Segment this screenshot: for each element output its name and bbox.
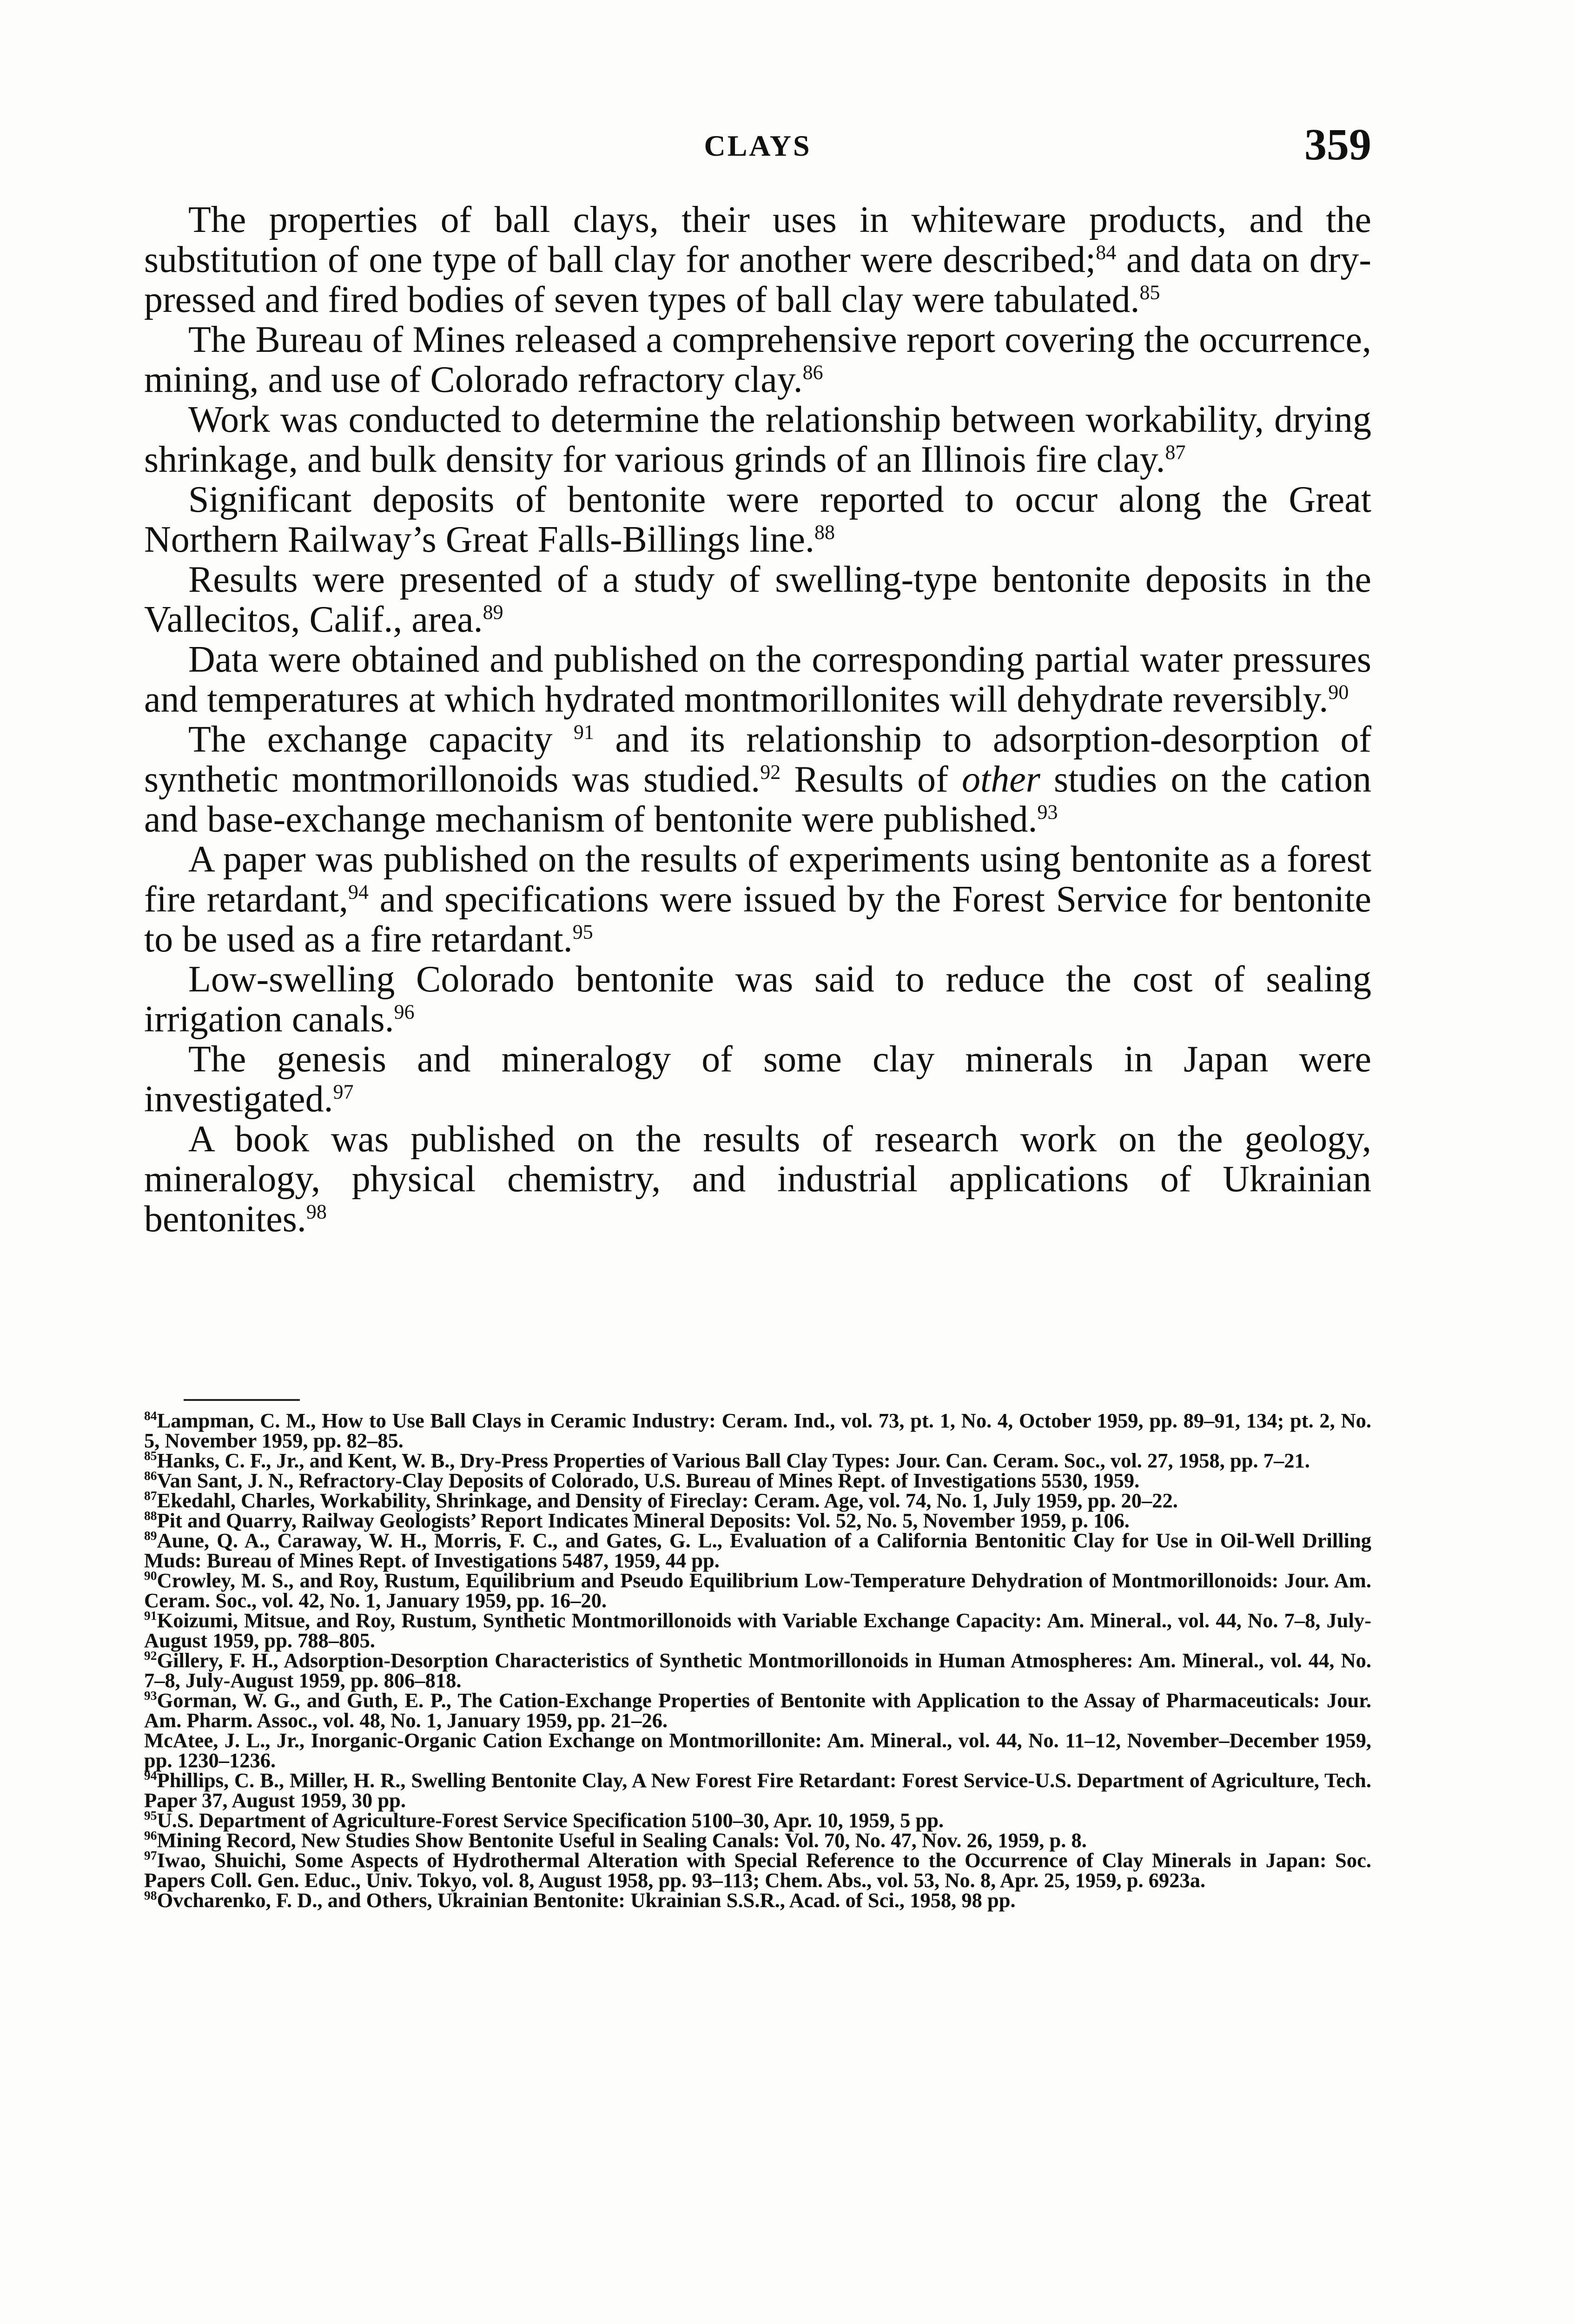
footnote-reference: 85 bbox=[1139, 281, 1160, 304]
footnote bbox=[144, 1810, 1371, 1830]
footnote-number: 96 bbox=[144, 1828, 157, 1843]
footnote bbox=[144, 1468, 1371, 1492]
footnote bbox=[144, 1890, 1371, 1910]
footnote-number: 89 bbox=[144, 1528, 157, 1543]
footnote bbox=[144, 1488, 1371, 1512]
footnote-text: Ekedahl, Charles, Workability, Shrinkage, and Density of Fireclay: Ceram. Age, vol. 74, No. 1, July 1959, pp. 20–22. bbox=[157, 1489, 1178, 1512]
paragraph-text: Work was conducted to determine the relationship between workability, drying shrinkage, and bulk density for various grinds of an Illinois fire clay. bbox=[144, 399, 1371, 480]
footnote-number: 94 bbox=[144, 1768, 157, 1783]
footnote-number: 95 bbox=[144, 1808, 157, 1823]
footnote-number: 86 bbox=[144, 1468, 157, 1483]
footnote-divider bbox=[184, 1399, 300, 1401]
footnote bbox=[144, 1690, 1371, 1730]
body-paragraph bbox=[144, 720, 1371, 839]
body-paragraph bbox=[144, 959, 1371, 1039]
footnote-number: 90 bbox=[144, 1568, 157, 1583]
footnote bbox=[144, 1408, 1371, 1452]
footnote-reference: 97 bbox=[333, 1080, 354, 1103]
section-title: CLAYS bbox=[704, 129, 812, 162]
footnote-text: Ovcharenko, F. D., and Others, Ukrainian Bentonite: Ukrainian S.S.R., Acad. of Sci., 1958, 98 pp. bbox=[157, 1888, 1016, 1912]
paragraph-text: The exchange capacity bbox=[188, 719, 574, 760]
footnote-reference: 92 bbox=[760, 760, 781, 784]
footnote-reference: 87 bbox=[1165, 441, 1186, 464]
footnote-number: 84 bbox=[144, 1408, 157, 1423]
footnote bbox=[144, 1770, 1371, 1810]
running-head bbox=[144, 119, 1371, 174]
footnote-text: McAtee, J. L., Jr., Inorganic-Organic Cation Exchange on Montmorillonite: Am. Mineral., vol. 44, No. 11–12, November–December 1959, pp. 1230–1236. bbox=[144, 1729, 1371, 1772]
footnote bbox=[144, 1648, 1371, 1692]
body-paragraph bbox=[144, 640, 1371, 720]
footnote-reference: 86 bbox=[802, 361, 823, 384]
footnote-reference: 98 bbox=[306, 1200, 327, 1223]
footnote-text: Pit and Quarry, Railway Geologists’ Report Indicates Mineral Deposits: Vol. 52, No. 5, November 1959, p. 106. bbox=[157, 1509, 1130, 1532]
paragraph-text: and specifications were issued by the Forest Service for bentonite to be used as a fire retardant. bbox=[144, 879, 1372, 960]
paragraph-text: Results of bbox=[780, 759, 962, 800]
footnote-reference: 91 bbox=[574, 720, 595, 744]
footnote bbox=[144, 1830, 1371, 1850]
footnote-text: Hanks, C. F., Jr., and Kent, W. B., Dry-Press Properties of Various Ball Clay Types: Jour. Can. Ceram. Soc., vol. 27, 1958, pp. 7–21. bbox=[157, 1449, 1310, 1472]
footnote-number: 98 bbox=[144, 1888, 157, 1903]
footnote bbox=[144, 1608, 1371, 1652]
paragraph-text: Results were presented of a study of swelling-type bentonite deposits in the Vallecitos, Calif., area. bbox=[144, 559, 1371, 640]
paragraph-text: and data on dry-pressed and fired bodies of seven types of ball clay were tabulated. bbox=[144, 239, 1372, 320]
footnote-number: 93 bbox=[144, 1688, 157, 1703]
footnote-text: Crowley, M. S., and Roy, Rustum, Equilibrium and Pseudo Equilibrium Low-Temperature Dehydration of Montmorillonoids: Jour. Am. Ceram. Soc., vol. 42, No. 1, January 1959, pp. 16–20. bbox=[144, 1569, 1371, 1612]
body-text bbox=[144, 200, 1371, 1239]
footnote bbox=[144, 1730, 1371, 1770]
footnote-reference: 88 bbox=[814, 521, 835, 544]
paragraph-text: A paper was published on the results of experiments using bentonite as a forest fire retardant, bbox=[144, 839, 1371, 920]
footnote-number: 85 bbox=[144, 1448, 157, 1463]
footnote-text: Lampman, C. M., How to Use Ball Clays in Ceramic Industry: Ceram. Ind., vol. 73, pt. 1, No. 4, October 1959, pp. 89–91, 134; pt. 2, No. 5, November 1959, pp. 82–85. bbox=[144, 1409, 1371, 1452]
footnote-reference: 94 bbox=[348, 880, 369, 904]
paragraph-text: Data were obtained and published on the corresponding partial water pressures and temperatures at which hydrated montmorillonites will dehydrate reversibly. bbox=[144, 639, 1371, 720]
footnote bbox=[144, 1508, 1371, 1532]
footnote-reference: 96 bbox=[394, 1000, 415, 1023]
italic-text: other bbox=[962, 759, 1040, 800]
paragraph-text: The genesis and mineralogy of some clay minerals in Japan were investigated. bbox=[144, 1039, 1371, 1120]
footnote bbox=[144, 1850, 1371, 1890]
footnote-text: Van Sant, J. N., Refractory-Clay Deposits of Colorado, U.S. Bureau of Mines Rept. of Investigations 5530, 1959. bbox=[157, 1469, 1140, 1492]
paragraph-text: Significant deposits of bentonite were reported to occur along the Great Northern Railway’s Great Falls-Billings line. bbox=[144, 479, 1371, 560]
body-paragraph bbox=[144, 320, 1371, 400]
paragraph-text: The Bureau of Mines released a comprehensive report covering the occurrence, mining, and use of Colorado refractory clay. bbox=[144, 319, 1371, 400]
footnote bbox=[144, 1568, 1371, 1612]
paragraph-text: and its relationship to adsorption-desorption of synthetic montmorillonoids was studied. bbox=[144, 719, 1372, 800]
paragraph-text: The properties of ball clays, their uses in whiteware products, and the substitution of one type of ball clay for another were described; bbox=[144, 199, 1371, 280]
body-paragraph bbox=[144, 400, 1371, 480]
footnote-text: Gorman, W. G., and Guth, E. P., The Cation-Exchange Properties of Bentonite with Application to the Assay of Pharmaceuticals: Jour. Am. Pharm. Assoc., vol. 48, No. 1, January 1959, pp. 21–26. bbox=[144, 1689, 1371, 1732]
body-paragraph bbox=[144, 1119, 1371, 1239]
body-paragraph bbox=[144, 1039, 1371, 1119]
body-paragraph bbox=[144, 839, 1371, 959]
footnote-reference: 93 bbox=[1037, 800, 1058, 824]
footnote-number: 87 bbox=[144, 1488, 157, 1503]
footnote-text: U.S. Department of Agriculture-Forest Service Specification 5100–30, Apr. 10, 1959, 5 pp. bbox=[157, 1809, 944, 1832]
footnote-reference: 95 bbox=[572, 920, 593, 944]
footnote-reference: 89 bbox=[483, 601, 503, 624]
footnote bbox=[144, 1528, 1371, 1572]
footnotes bbox=[144, 1408, 1371, 1912]
footnote-number: 88 bbox=[144, 1508, 157, 1523]
body-paragraph bbox=[144, 560, 1371, 640]
page-number: 359 bbox=[1304, 119, 1371, 169]
footnote-reference: 90 bbox=[1328, 680, 1349, 704]
footnote-number: 92 bbox=[144, 1648, 157, 1663]
footnote-text: Mining Record, New Studies Show Bentonite Useful in Sealing Canals: Vol. 70, No. 47, Nov. 26, 1959, p. 8. bbox=[157, 1829, 1087, 1852]
paragraph-text: A book was published on the results of research work on the geology, mineralogy, physical chemistry, and industrial applications of Ukrainian bentonites. bbox=[144, 1119, 1371, 1240]
footnote-text: Koizumi, Mitsue, and Roy, Rustum, Synthetic Montmorillonoids with Variable Exchange Capacity: Am. Mineral., vol. 44, No. 7–8, July-August 1959, pp. 788–805. bbox=[144, 1609, 1371, 1652]
footnote-text: Aune, Q. A., Caraway, W. H., Morris, F. C., and Gates, G. L., Evaluation of a California Bentonitic Clay for Use in Oil-Well Drilling Muds: Bureau of Mines Rept. of Investigations 5487, 1959, 44 pp. bbox=[144, 1529, 1371, 1572]
footnote-number: 91 bbox=[144, 1608, 157, 1623]
body-paragraph bbox=[144, 480, 1371, 560]
footnote bbox=[144, 1448, 1371, 1472]
footnote-number: 97 bbox=[144, 1848, 157, 1863]
body-paragraph bbox=[144, 200, 1371, 320]
paragraph-text: Low-swelling Colorado bentonite was said to reduce the cost of sealing irrigation canals. bbox=[144, 959, 1371, 1040]
footnote-text: Phillips, C. B., Miller, H. R., Swelling Bentonite Clay, A New Forest Fire Retardant: Forest Service-U.S. Department of Agriculture, Tech. Paper 37, August 1959, 30 pp. bbox=[144, 1769, 1371, 1812]
paragraph-text: studies on the cation and base-exchange mechanism of bentonite were published. bbox=[144, 759, 1372, 840]
footnote-text: Iwao, Shuichi, Some Aspects of Hydrothermal Alteration with Special Reference to the Occurrence of Clay Minerals in Japan: Soc. Papers Coll. Gen. Educ., Univ. Tokyo, vol. 8, August 1958, pp. 93–113; Chem. Abs., vol. 53, No. 8, Apr. 25, 1959, p. 6923a. bbox=[144, 1849, 1371, 1892]
footnote-text: Gillery, F. H., Adsorption-Desorption Characteristics of Synthetic Montmorillonoids in Human Atmospheres: Am. Mineral., vol. 44, No. 7–8, July-August 1959, pp. 806–818. bbox=[144, 1649, 1371, 1692]
footnote-reference: 84 bbox=[1096, 241, 1117, 264]
